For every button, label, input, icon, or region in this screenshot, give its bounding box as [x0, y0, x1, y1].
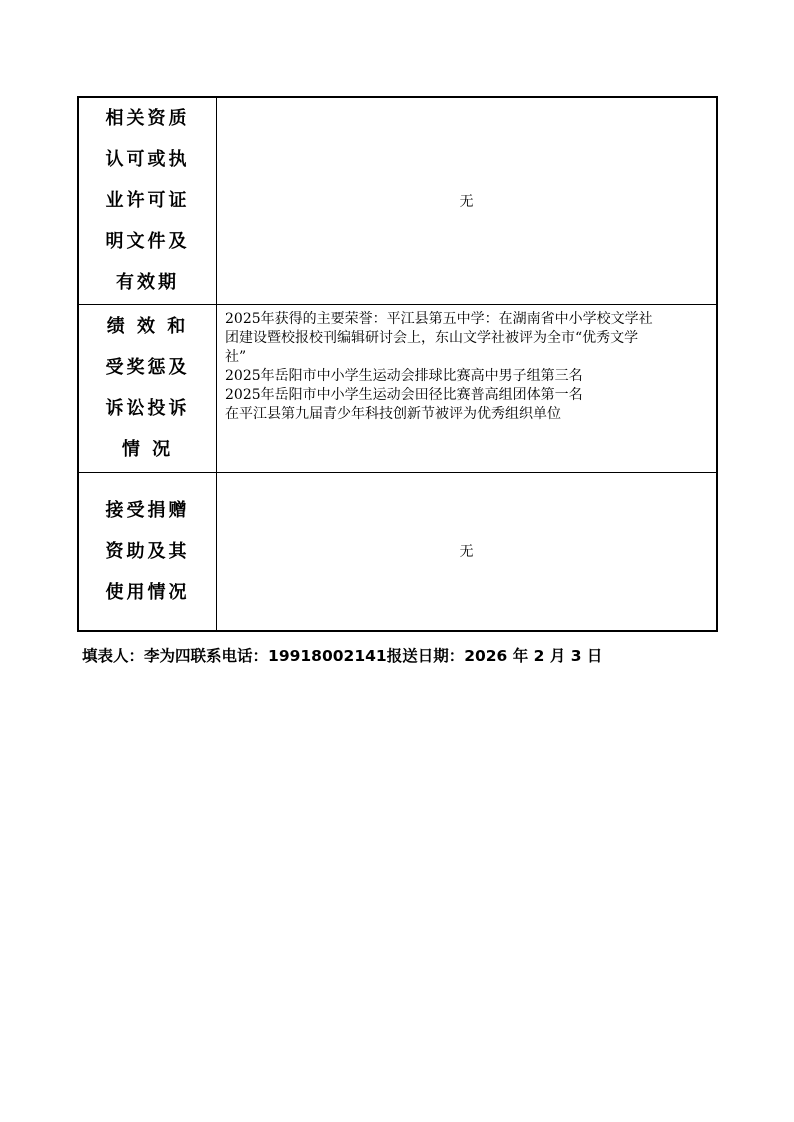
filler-name: 李为四 [144, 647, 191, 665]
label-line: 受奖惩及 [105, 357, 190, 378]
qualification-label [78, 97, 217, 304]
phone-number: 19918002141 [268, 647, 387, 665]
label-line: 有效期 [116, 272, 179, 294]
text-line: 社” [225, 348, 247, 365]
table-row [78, 472, 717, 631]
label-line: 绩 效 和 [106, 316, 189, 337]
text-line: 团建设暨校报校刊编辑研讨会上，东山文学社被评为全市“优秀文学 [225, 329, 639, 346]
phone-label: 联系电话： [190, 647, 269, 665]
performance-label [78, 304, 217, 472]
qualification-value: 无 [217, 97, 718, 304]
donation-value: 无 [217, 472, 718, 631]
filler-label: 填表人： [82, 647, 145, 665]
label-line: 明文件及 [105, 231, 190, 253]
table-row [78, 97, 717, 304]
text-line: 在平江县第九届青少年科技创新节被评为优秀组织单位 [225, 405, 561, 422]
table-row [78, 304, 717, 472]
report-date: 2026 年 2 月 3 日 [464, 647, 603, 665]
info-table [77, 96, 718, 632]
label-line: 相关资质 [105, 108, 190, 130]
form-footer [82, 644, 602, 666]
label-line: 业许可证 [105, 190, 190, 212]
label-line: 资助及其 [105, 540, 190, 562]
date-label: 报送日期： [386, 647, 465, 665]
label-line: 情 况 [121, 439, 174, 460]
text-line: 2025年岳阳市中小学生运动会排球比赛高中男子组第三名 [225, 367, 583, 384]
label-line: 使用情况 [105, 581, 190, 603]
label-line: 诉讼投诉 [105, 398, 190, 419]
label-line: 认可或执 [105, 149, 190, 171]
label-line: 接受捐赠 [105, 499, 190, 521]
performance-value [217, 304, 718, 472]
text-line: 2025年获得的主要荣誉：平江县第五中学：在湖南省中小学校文学社 [225, 310, 653, 327]
donation-label [78, 472, 217, 631]
text-line: 2025年岳阳市中小学生运动会田径比赛普高组团体第一名 [225, 386, 583, 403]
